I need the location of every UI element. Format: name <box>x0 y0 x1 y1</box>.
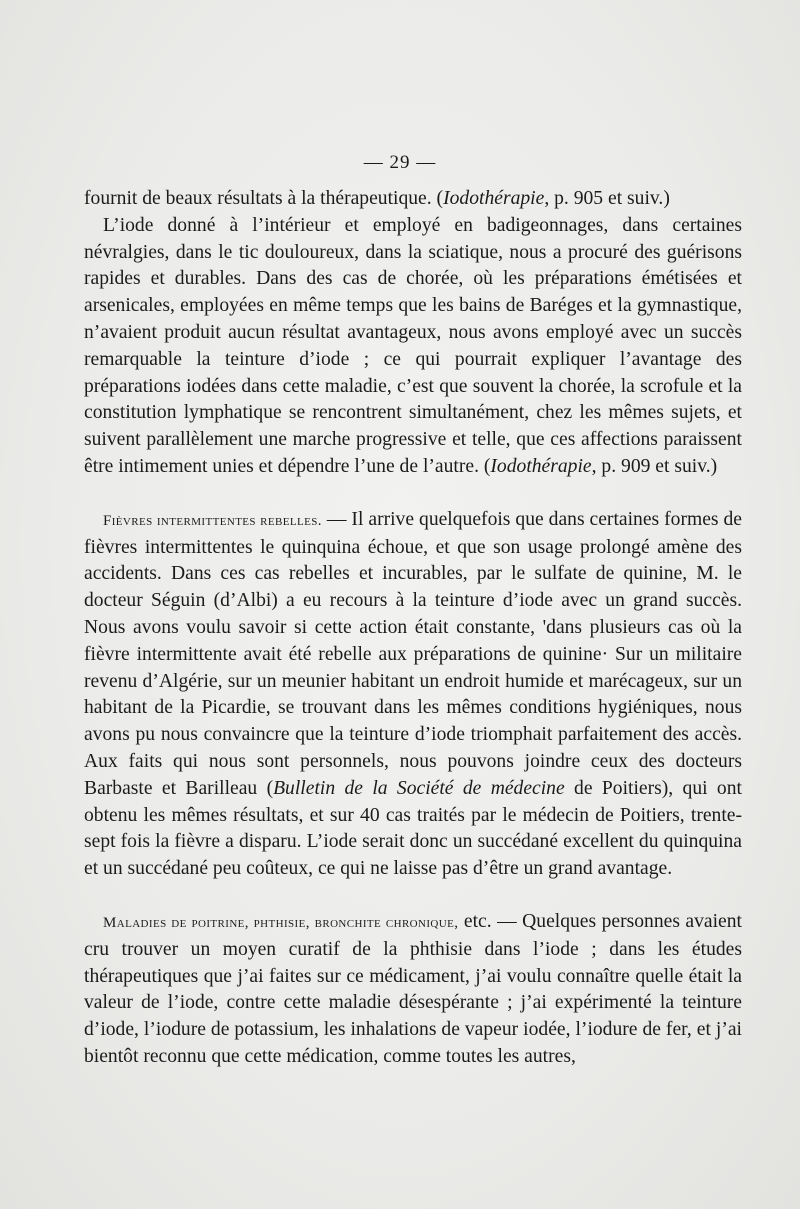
paragraph-text: L’iode donné à l’intérieur et employé en badigeonnages, dans certaines névralgies, dans le tic douloureux, dans la sciatique, nous a procuré des guérisons rapides et durables. Dans des cas de chorée, où les préparations émétisées et arsenicales, employées en même temps que les bains de Baréges et la gymnastique, n’avaient produit aucun résultat avantageux, nous avons employé avec un succès remarquable la teinture d’iode ; ce qui pourrait expliquer l’avantage des préparations iodées dans cette maladie, c’est que souvent la chorée, la scrofule et la constitution lymphatique se rencontrent simultanément, chez les mêmes sujets, et suivent parallèlement une marche progressive et telle, que ces affections paraissent être intimement unies et dépendre l’une de l’autre. ( <box>84 214 742 477</box>
reference-title: Iodothérapie <box>443 188 545 209</box>
section-fievres <box>84 507 742 883</box>
continuation-text: fournit de beaux résultats à la thérapeutique. ( <box>84 188 444 209</box>
section-text: — Il arrive quelquefois que dans certaines formes de fièvres intermittentes le quinquina échoue, et que son usage prolongé amène des accidents. Dans ces cas rebelles et incurables, par le sulfate de quinine, M. le docteur Séguin (d’Albi) a eu recours à la teinture d’iode avec un grand succès. Nous avons voulu savoir si cette action était constante, 'dans plusieurs cas où la fièvre intermittente avait été rebelle aux préparations de quinine· Sur un militaire revenu d’Algérie, sur un meunier habitant un endroit humide et marécageux, sur un habitant de la Picardie, se trouvant dans les mêmes conditions hygiéniques, nous avons pu nous convaincre que la teinture d’iode triomphait parfaitement des accès. Aux faits qui nous sont personnels, nous pouvons joindre ceux des docteurs Barbaste et Barilleau ( <box>84 508 742 799</box>
section-maladies <box>84 909 742 1071</box>
reference-pages: , p. 909 et suiv.) <box>591 455 718 477</box>
section-text: etc. — Quelques personnes avaient cru trouver un moyen curatif de la phthisie dans l’iode ; dans les études thérapeutiques que j’ai faites sur ce médicament, j’ai voulu connaître quelle était la valeur de l’iode, contre cette maladie désespérante ; j’ai expérimenté la teinture d’iode, l’iodure de potassium, les inhalations de vapeur iodée, l’iodure de fer, et j’ai bientôt reconnu que cette médication, comme toutes les autres, <box>84 910 742 1067</box>
body-text <box>84 186 742 1071</box>
section-heading: Fièvres intermittentes rebelles. <box>103 512 322 529</box>
section-gap <box>84 883 742 909</box>
section-text-continued: de Poitiers), qui ont obtenu les mêmes résultats, et sur 40 cas traités par le médecin de Poitiers, trente-sept fois la fièvre a disparu. L’iode serait donc un succédané excellent du quinquina et un succédané peu coûteux, ce qui ne laisse pas d’être un grand avantage. <box>84 777 742 880</box>
page-number: — 29 — <box>363 152 437 173</box>
reference-title: Bulletin de la Société de médecine <box>273 777 565 799</box>
continuation-paragraph <box>84 186 742 213</box>
section-gap <box>84 481 742 507</box>
paragraph-iode-nevralgies <box>84 213 742 481</box>
section-heading: Maladies de poitrine, phthisie, bronchite chronique, <box>103 914 459 931</box>
reference-title: Iodothérapie <box>490 455 592 477</box>
reference-pages: , p. 905 et suiv.) <box>544 188 670 209</box>
